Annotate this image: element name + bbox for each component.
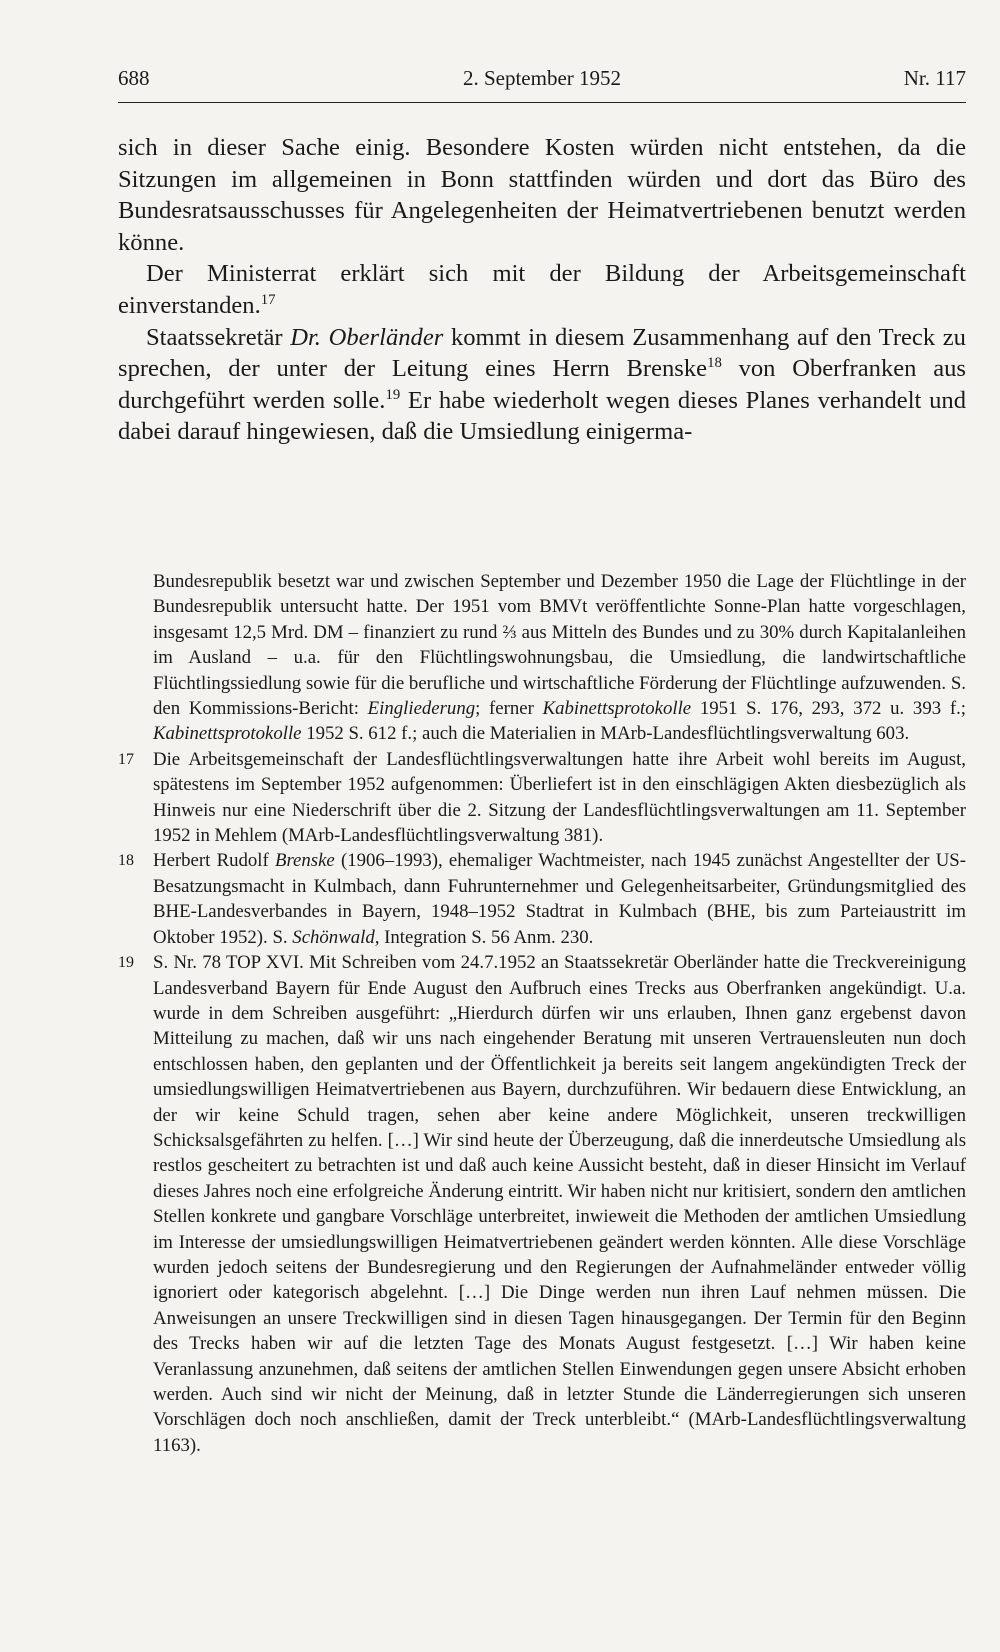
paragraph-3-text-a: Staatssekretär: [146, 323, 291, 351]
header-rule: [118, 102, 966, 103]
person-name-brenske: Brenske: [274, 850, 335, 872]
footnotes: [118, 569, 966, 1458]
footnote-18-number: 18: [118, 852, 134, 870]
paragraph-3-text-b: kommt in diesem Zusammenhang auf den Treck zu sprechen, der unter der Leitung eines Herrn Brenske: [118, 323, 966, 383]
header-date: 2. September 1952: [462, 66, 622, 90]
paragraph-3-text-c: von Oberfranken aus durchgeführt werden solle.: [118, 355, 966, 414]
person-name-oberlaender: Dr. Oberländer: [290, 323, 444, 351]
footnote-18: [118, 848, 966, 950]
running-header: [118, 66, 966, 100]
footnote-18-text-b: (1906–1993), ehemaliger Wachtmeister, nach 1945 zunächst Angestellter der US-Besatzungsmacht in Kulmbach, dann Fuhrunternehmer und Gelegenheitsarbeiter, Gründungsmitglied des BHE-Landesverbandes in Bayern, 1948–1952 Stadtrat in Kulmbach (BHE, bis zum Parteiaustritt im Oktober 1952). S.: [153, 850, 966, 948]
paragraph-3-text-d: Er habe wiederholt wegen dieses Planes verhandelt und dabei darauf hingewiesen, daß die Umsiedlung einigerma-: [118, 386, 966, 446]
footnote-continuation-text-c: 1951 S. 176, 293, 372 u. 393 f.;: [691, 698, 967, 720]
footnote-19-text: S. Nr. 78 TOP XVI. Mit Schreiben vom 24.7.1952 an Staatssekretär Oberländer hatte die Treckvereinigung Landesverband Bayern für Ende August den Aufbruch eines Trecks aus Oberfranken angekündigt. U.a. wurde in dem Schreiben ausgeführt: „Hierdurch dürfen wir uns erlauben, Ihnen ganz ergebenst davon Mitteilung zu machen, daß wir uns nach eingehender Beratung mit unseren Vertrauensleuten nun doch entschlossen haben, den geplanten und der Öffentlichkeit ja bereits seit langem angekündigten Treck der umsiedlungswilligen Heimatvertriebenen aus Bayern, durchzuführen. Wir bedauern diese Entwicklung, an der wir keine Schuld tragen, sehen aber keine andere Möglichkeit, unseren treckwilligen Schicksalsgefährten zu helfen. […] Wir sind heute der Überzeugung, daß die innerdeutsche Umsiedlung als restlos gescheitert zu betrachten ist und daß auch keine Aussicht besteht, daß in dieser Hinsicht im Verlauf dieses Jahres noch eine erfolgreiche Änderung eintritt. Wir haben nicht nur kritisiert, sondern den amtlichen Stellen konkrete und gangbare Vorschläge unterbreitet, inwieweit die Methoden der amtlichen Umsiedlung im Interesse der umsiedlungswilligen Heimatvertriebenen geändert werden könnten. Alle diese Vorschläge wurden jedoch seitens der Bundesregierung und den Regierungen der Aufnahmeländer entweder völlig ignoriert oder kategorisch abgelehnt. […] Die Dinge werden nun ihren Lauf nehmen müssen. Die Anweisungen an unsere Treckwilligen sind in diesen Tagen hinausgegangen. Der Termin für den Beginn des Trecks haben wir auf die letzten Tage des Monats August festgesetzt. […] Wir haben keine Veranlassung anzunehmen, daß seitens der amtlichen Stellen Einwendungen gegen unsere Absicht erhoben werden. Auch sind wir nicht der Meinung, daß in letzter Stunde die Länderregierungen sich unseren Vorschlägen doch noch anschließen, damit der Treck unterbleibt.“ (MArb-Landesflüchtlingsverwaltung 1163).: [153, 952, 966, 1456]
footnote-ref-17: 17: [260, 291, 276, 308]
footnote-17: [118, 747, 966, 849]
footnote-17-number: 17: [118, 750, 134, 768]
author-schoenwald: Schönwald,: [292, 926, 380, 948]
footnote-ref-18: 18: [707, 354, 722, 371]
footnote-17-text: Die Arbeitsgemeinschaft der Landesflüchtlingsverwaltungen hatte ihre Arbeit wohl bereits im August, spätestens im September 1952 aufgenommen: Überliefert ist in den einschlägigen Akten diesbezüglich als Hinweis nur eine Niederschrift über die 2. Sitzung der Landesflüchtlingsverwaltungen am 11. September 1952 in Mehlem (MArb-Landesflüchtlingsverwaltung 381).: [153, 748, 966, 847]
footnote-19-number: 19: [118, 954, 134, 972]
paragraph-2-text: Der Ministerrat erklärt sich mit der Bildung der Arbeitsgemeinschaft einverstanden.: [118, 260, 966, 319]
issue-number: Nr. 117: [903, 66, 966, 90]
footnote-continuation: [118, 569, 966, 747]
footnote-continuation-text-d: 1952 S. 612 f.; auch die Materialien in MArb-Landesflüchtlingsverwaltung 603.: [301, 723, 910, 745]
footnote-ref-19: 19: [385, 386, 401, 403]
citation-kabinettsprotokolle-2: Kabinettsprotokolle: [153, 723, 302, 745]
footnote-19: [118, 950, 966, 1458]
paragraph-2: [118, 258, 966, 321]
footnote-continuation-text-b: ; ferner: [475, 698, 543, 720]
page-number: 688: [118, 66, 150, 90]
paragraph-1: sich in dieser Sache einig. Besondere Kosten würden nicht entstehen, da die Sitzungen im allgemeinen in Bonn stattfinden würden und dort das Büro des Bundesratsausschusses für Angelegenheiten der Heimatvertriebenen benutzt werden könne.: [118, 134, 966, 256]
main-text: [118, 132, 966, 448]
footnote-18-text-a: Herbert Rudolf: [153, 850, 275, 872]
footnote-continuation-text-a: Bundesrepublik besetzt war und zwischen September und Dezember 1950 die Lage der Flüchtlinge in der Bundesrepublik untersucht hatte. Der 1951 vom BMVt veröffentlichte Sonne-Plan hatte vorgeschlagen, insgesamt 12,5 Mrd. DM – finanziert zu rund ⅔ aus Mitteln des Bundes und zu 30% durch Kapitalanleihen im Ausland – u.a. für den Flüchtlingswohnungsbau, die Umsiedlung, die landwirtschaftliche Flüchtlingssiedlung sowie für die berufliche und wirtschaftliche Förderung der Flüchtlinge aufzuwenden. S. den Kommissions-Bericht:: [153, 571, 966, 720]
citation-kabinettsprotokolle-1: Kabinettsprotokolle: [542, 698, 692, 720]
paragraph-3: [118, 322, 966, 448]
footnote-18-text-c: Integration S. 56 Anm. 230.: [379, 926, 594, 948]
citation-eingliederung: Eingliederung: [367, 698, 476, 720]
